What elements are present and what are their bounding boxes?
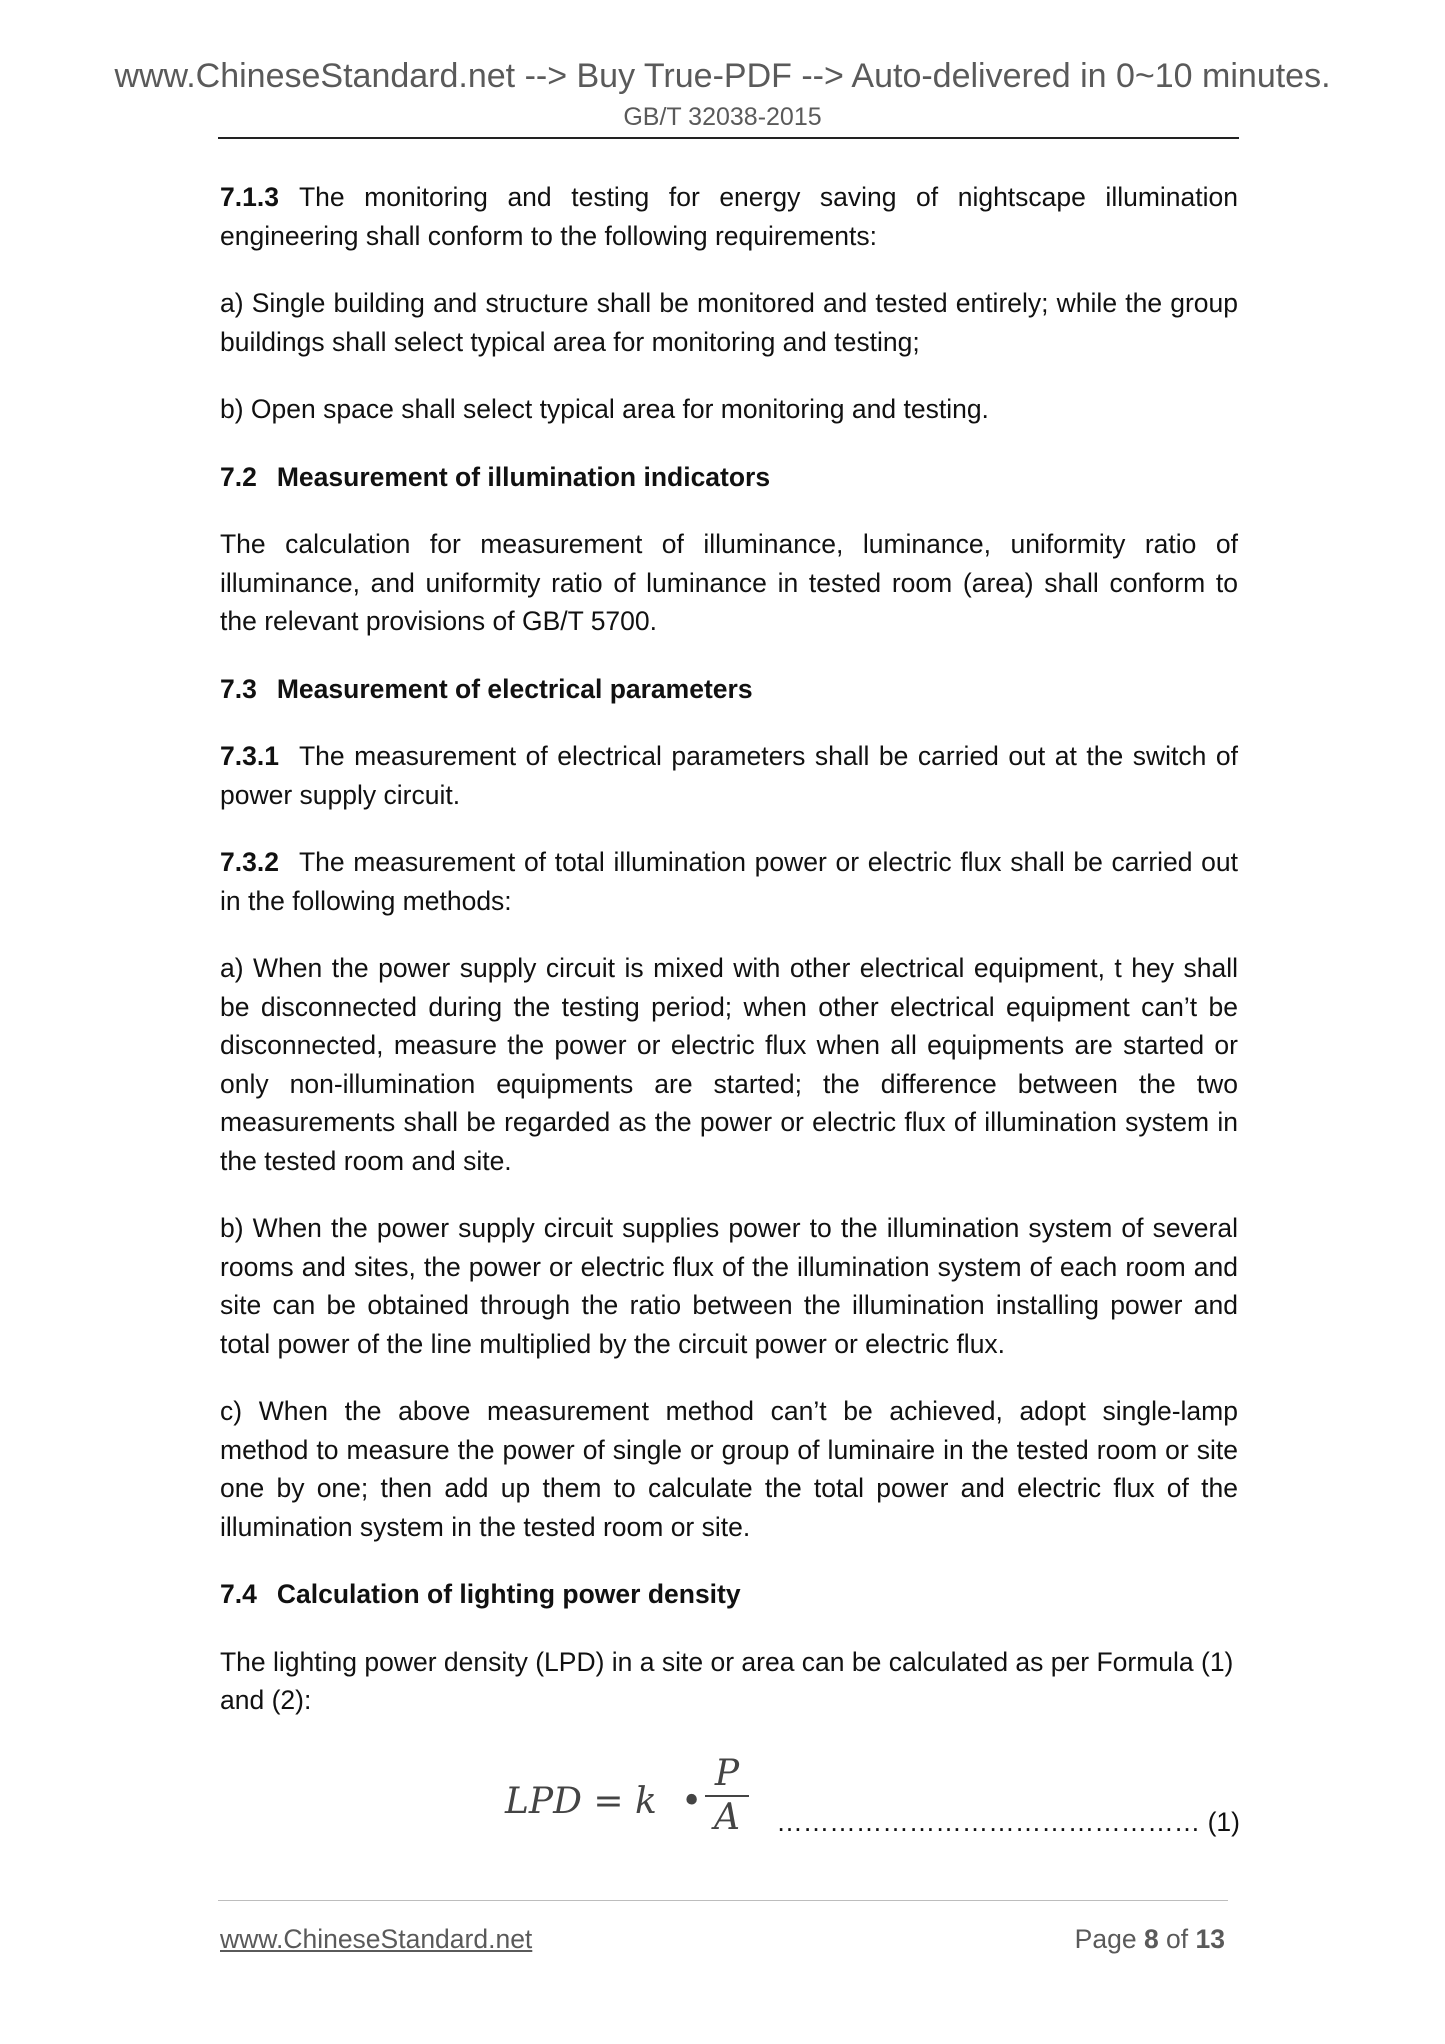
- section-title: Measurement of electrical parameters: [276, 673, 753, 704]
- section-title: Calculation of lighting power density: [276, 1579, 741, 1609]
- clause-number: 7.1.3: [220, 182, 279, 212]
- section-heading-7-4: [220, 1575, 1238, 1614]
- page-current: 8: [1143, 1924, 1159, 1954]
- section-7-2-text: The calculation for measurement of illuminance, luminance, uniformity ratio of illuminance, and uniformity ratio of luminance in tested room (area) shall conform to the relevant provisions of GB/T 5700.: [220, 529, 1238, 636]
- section-number: 7.3: [220, 673, 257, 704]
- section-number: 7.4: [220, 1579, 257, 1609]
- clause-text: The monitoring and testing for energy saving of nightscape illumination engineering shall conform to the following requirements:: [220, 182, 1238, 251]
- page-of: of: [1158, 1924, 1196, 1954]
- clause-7-3-2-item-b: b) When the power supply circuit supplies power to the illumination system of several rooms and sites, the power or electric flux of the illumination system of each room and site can be obtained through the ratio between the illumination installing power and total power of the line multiplied by the circuit power or electric flux.: [220, 1213, 1238, 1359]
- section-number: 7.2: [220, 461, 257, 492]
- header-banner[interactable]: www.ChineseStandard.net --> Buy True-PDF --> Auto-delivered in 0~10 minutes.: [114, 57, 1331, 95]
- multiply-dot: •: [681, 1781, 703, 1822]
- clause-number: 7.3.2: [220, 847, 279, 877]
- page-indicator: [1075, 1922, 1225, 1956]
- clause-7-3-2-item-c: c) When the above measurement method can’t be achieved, adopt single-lamp method to measure the power of single or group of luminaire in the tested room or site one by one; then add up them to calculate the total power and electric flux of the illumination system in the tested room or site.: [220, 1396, 1238, 1542]
- clause-text: The measurement of total illumination power or electric flux shall be carried out in the following methods:: [220, 847, 1238, 916]
- clause-7-3-2: [220, 843, 1238, 920]
- formula-1: [505, 1755, 1240, 1845]
- clause-7-1-3-item-a: a) Single building and structure shall be monitored and tested entirely; while the group buildings shall select typical area for monitoring and testing;: [220, 288, 1238, 357]
- section-heading-7-3: [220, 670, 1238, 709]
- section-heading-7-2: [220, 458, 1238, 497]
- document-body: [220, 178, 1238, 1749]
- clause-number: 7.3.1: [220, 741, 279, 771]
- standard-number: GB/T 32038-2015: [623, 103, 822, 131]
- clause-7-3-1: [220, 737, 1238, 814]
- fraction-numerator: P: [714, 1753, 740, 1794]
- clause-7-3-2-item-a: a) When the power supply circuit is mixed with other electrical equipment, t hey shall be disconnected during the testing period; when other electrical equipment can’t be disconnected, measure the power or electric flux when all equipments are started or only non-illumination equipments are started; the difference between the two measurements shall be regarded as the power or electric flux of illumination system in the tested room and site.: [220, 953, 1238, 1176]
- footer-divider: [218, 1900, 1228, 1901]
- section-title: Measurement of illumination indicators: [276, 461, 771, 492]
- clause-7-1-3: [220, 178, 1238, 255]
- formula-number: ………………………………………… (1): [776, 1807, 1240, 1837]
- fraction-denominator: A: [714, 1797, 740, 1838]
- clause-7-1-3-item-b: b) Open space shall select typical area for monitoring and testing.: [220, 394, 989, 424]
- footer-site-link[interactable]: www.ChineseStandard.net: [220, 1924, 533, 1954]
- section-7-4-text: The lighting power density (LPD) in a site or area can be calculated as per Formula (1) and (2):: [220, 1646, 1234, 1715]
- formula-fraction: [705, 1755, 749, 1837]
- page-total: 13: [1195, 1924, 1225, 1954]
- clause-text: The measurement of electrical parameters shall be carried out at the switch of power supply circuit.: [220, 741, 1238, 810]
- page-prefix: Page: [1074, 1924, 1144, 1954]
- header-divider: [218, 137, 1239, 139]
- formula-lhs: LPD = k: [505, 1781, 657, 1822]
